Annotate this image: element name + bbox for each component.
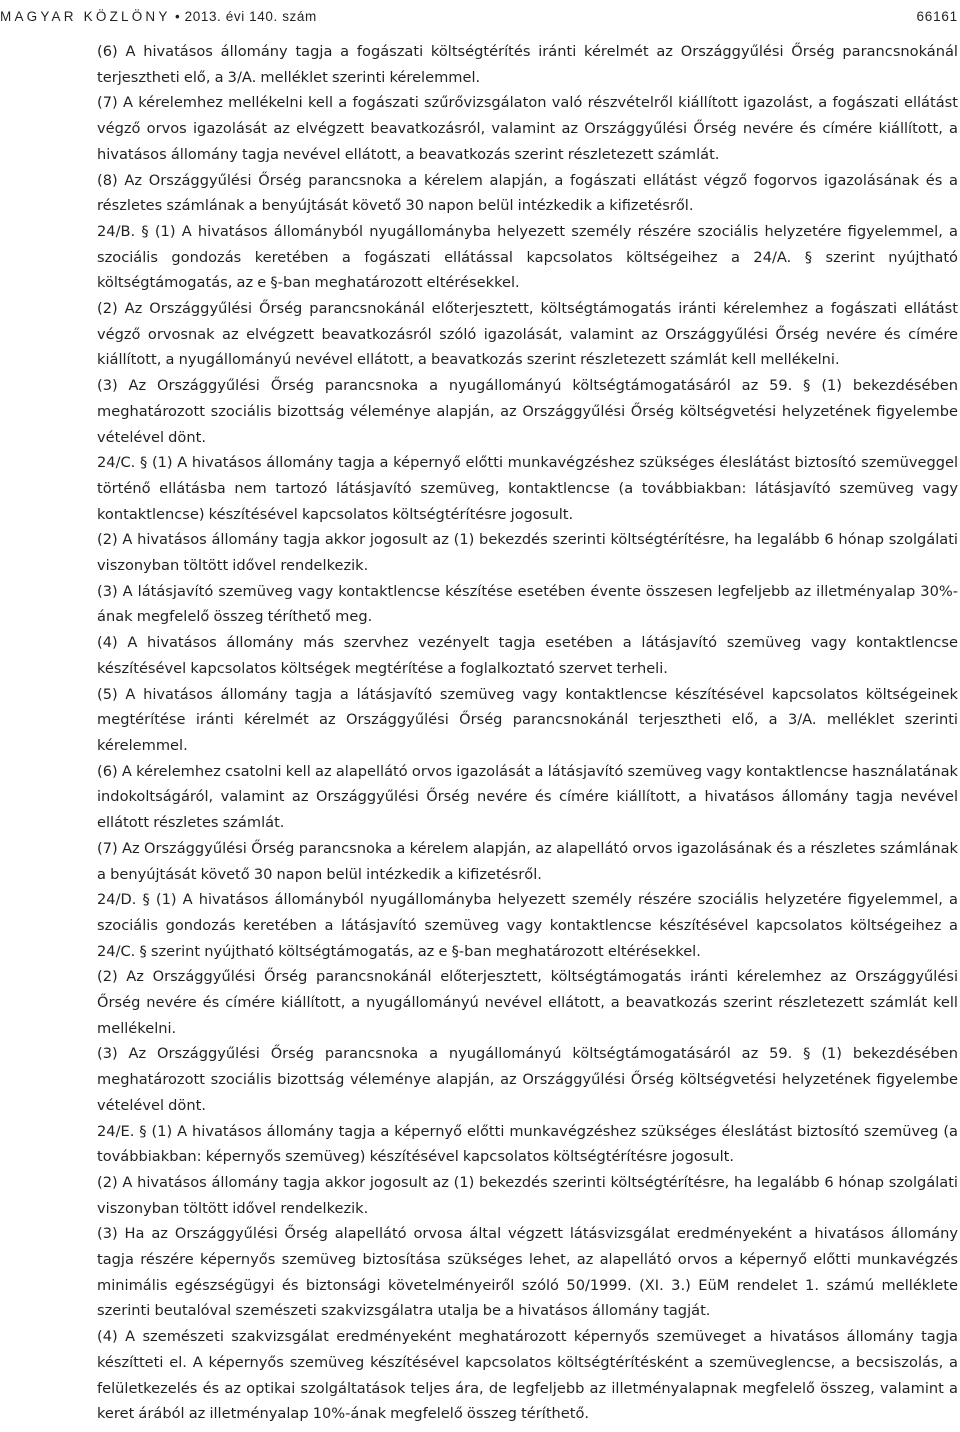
paragraph: (3) Ha az Országgyűlési Őrség alapellátó orvosa által végzett látásvizsgálat eredményeként a hivatásos állomány tagja részére képernyős szemüveg biztosítása szükséges lehet, az alapellátó orvos a képernyő előtti munkavégzés minimális egészségügyi és biztonsági követelményeiről szóló 50/1999. (XI. 3.) EüM rendelet 1. számú melléklete szerinti beutalóval szemészeti szakvizsgálatra utalja be a hivatásos állomány tagját. — [97, 1225, 958, 1320]
paragraph: (8) Az Országgyűlési Őrség parancsnoka a kérelem alapján, a fogászati ellátást végző fogorvos igazolásának és a részletes számlának a benyújtását követő 30 napon belül intézkedik a kifizetésről. — [97, 171, 958, 215]
paragraph: 24/D. § (1) A hivatásos állományból nyugállományba helyezett személy részére szociális helyzetére figyelemmel, a szociális gondozás keretében a látásjavító szemüveg vagy kontaktlencse készítésével kapcsolatos költségeihez a 24/C. § szerint nyújtható költségtámogatás, az e §-ban meghatározott eltérésekkel. — [97, 891, 958, 960]
paragraph: (7) Az Országgyűlési Őrség parancsnoka a kérelem alapján, az alapellátó orvos igazolásának és a részletes számlának a benyújtását követő 30 napon belül intézkedik a kifizetésről. — [97, 839, 958, 883]
page-header — [0, 0, 960, 36]
paragraph: (3) Az Országgyűlési Őrség parancsnoka a nyugállományú költségtámogatásáról az 59. § (1) bekezdésében meghatározott szociális bizottság véleménye alapján, az Országgyűlési Őrség költségvetési helyzetének figyelembe vételével dönt. — [97, 1045, 958, 1114]
paragraph: (3) A látásjavító szemüveg vagy kontaktlencse készítése esetében évente összesen legfeljebb az illetményalap 30%-ának megfelelő összeg téríthető meg. — [97, 582, 958, 626]
paragraph: (2) Az Országgyűlési Őrség parancsnokánál előterjesztett, költségtámogatás iránti kérelemhez a fogászati ellátást végző orvosnak az elvégzett beavatkozásról szóló igazolását, valamint az Országgyűlési Őrség nevére és címére kiállított, a nyugállományú nevével ellátott, a beavatkozás szerint részletezett számlát kell mellékelni. — [97, 300, 958, 369]
paragraph: (3) Az Országgyűlési Őrség parancsnoka a nyugállományú költségtámogatásáról az 59. § (1) bekezdésében meghatározott szociális bizottság véleménye alapján, az Országgyűlési Őrség költségvetési helyzetének figyelembe vételével dönt. — [97, 377, 958, 446]
paragraph: (4) A szemészeti szakvizsgálat eredményeként meghatározott képernyős szemüveget a hivatásos állomány tagja készítteti el. A képernyős szemüveg készítésével kapcsolatos költségtérítésként a szemüveglencse, a becsiszolás, a felületkezelés és az optikai szolgáltatások teljes ára, de legfeljebb az illetményalapnak megfelelő összeg, valamint a keret árából az illetményalap 10%-ának megfelelő összeg téríthető. — [97, 1328, 958, 1423]
paragraph: (2) A hivatásos állomány tagja akkor jogosult az (1) bekezdés szerinti költségtérítésre, ha legalább 6 hónap szolgálati viszonyban töltött idővel rendelkezik. — [97, 531, 958, 575]
page-number: 66161 — [916, 9, 958, 24]
journal-name: MAGYAR KÖZLÖNY — [0, 9, 171, 24]
paragraph: 24/C. § (1) A hivatásos állomány tagja a képernyő előtti munkavégzéshez szükséges éleslátást biztosító szemüveggel történő ellátásba nem tartozó látásjavító szemüveg, kontaktlencse (a továbbiakban: látásjavító szemüveg vagy kontaktlencse) készítésével kapcsolatos költségtérítésre jogosult. — [97, 454, 958, 523]
paragraph: (2) A hivatásos állomány tagja akkor jogosult az (1) bekezdés szerinti költségtérítésre, ha legalább 6 hónap szolgálati viszonyban töltött idővel rendelkezik. — [97, 1173, 958, 1217]
paragraph: 24/B. § (1) A hivatásos állományból nyugállományba helyezett személy részére szociális helyzetére figyelemmel, a szociális gondozás keretében a fogászati ellátással kapcsolatos költségeihez a 24/A. § szerint nyújtható költségtámogatás, az e §-ban meghatározott eltérésekkel. — [97, 222, 958, 292]
paragraph: (2) Az Országgyűlési Őrség parancsnokánál előterjesztett, költségtámogatás iránti kérelemhez az Országgyűlési Őrség nevére és címére kiállított, a nyugállományú nevével ellátott, a beavatkozás szerint részletezett számlát kell mellékelni. — [97, 968, 958, 1037]
issue-label: 2013. évi 140. szám — [184, 9, 317, 24]
paragraph: (5) A hivatásos állomány tagja a látásjavító szemüveg vagy kontaktlencse készítésével kapcsolatos költségeinek megtérítése iránti kérelmét az Országgyűlési Őrség parancsnokánál terjesztheti elő, a 3/A. melléklet szerinti kérelemmel. — [97, 685, 958, 754]
paragraph: (6) A hivatásos állomány tagja a fogászati költségtérítés iránti kérelmét az Országgyűlési Őrség parancsnokánál terjesztheti elő, a 3/A. melléklet szerinti kérelemmel. — [97, 43, 958, 86]
paragraph: 24/E. § (1) A hivatásos állomány tagja a képernyő előtti munkavégzéshez szükséges éleslátást biztosító szemüveg (a továbbiakban: képernyős szemüveg) készítésével kapcsolatos költségtérítésre jogosult. — [97, 1122, 958, 1166]
document-body — [97, 39, 958, 1427]
paragraph: (4) A hivatásos állomány más szervhez vezényelt tagja esetében a látásjavító szemüveg vagy kontaktlencse készítésével kapcsolatos költségek megtérítése a foglalkoztató szervet terheli. — [97, 634, 958, 677]
paragraph: (7) A kérelemhez mellékelni kell a fogászati szűrővizsgálaton való részvételről kiállított igazolást, a fogászati ellátást végző orvos igazolását az elvégzett beavatkozásról, valamint az Országgyűlési Őrség nevére és címére kiállított, a hivatásos állomány tagja nevével ellátott, a beavatkozás szerint részletezett számlát. — [97, 94, 958, 163]
paragraph: (6) A kérelemhez csatolni kell az alapellátó orvos igazolását a látásjavító szemüveg vagy kontaktlencse használatának indokoltságáról, valamint az Országgyűlési Őrség nevére és címére kiállított, a hivatásos állomány tagja nevével ellátott részletes számlát. — [97, 762, 958, 832]
running-title — [0, 9, 317, 24]
header-separator: • — [174, 9, 181, 24]
